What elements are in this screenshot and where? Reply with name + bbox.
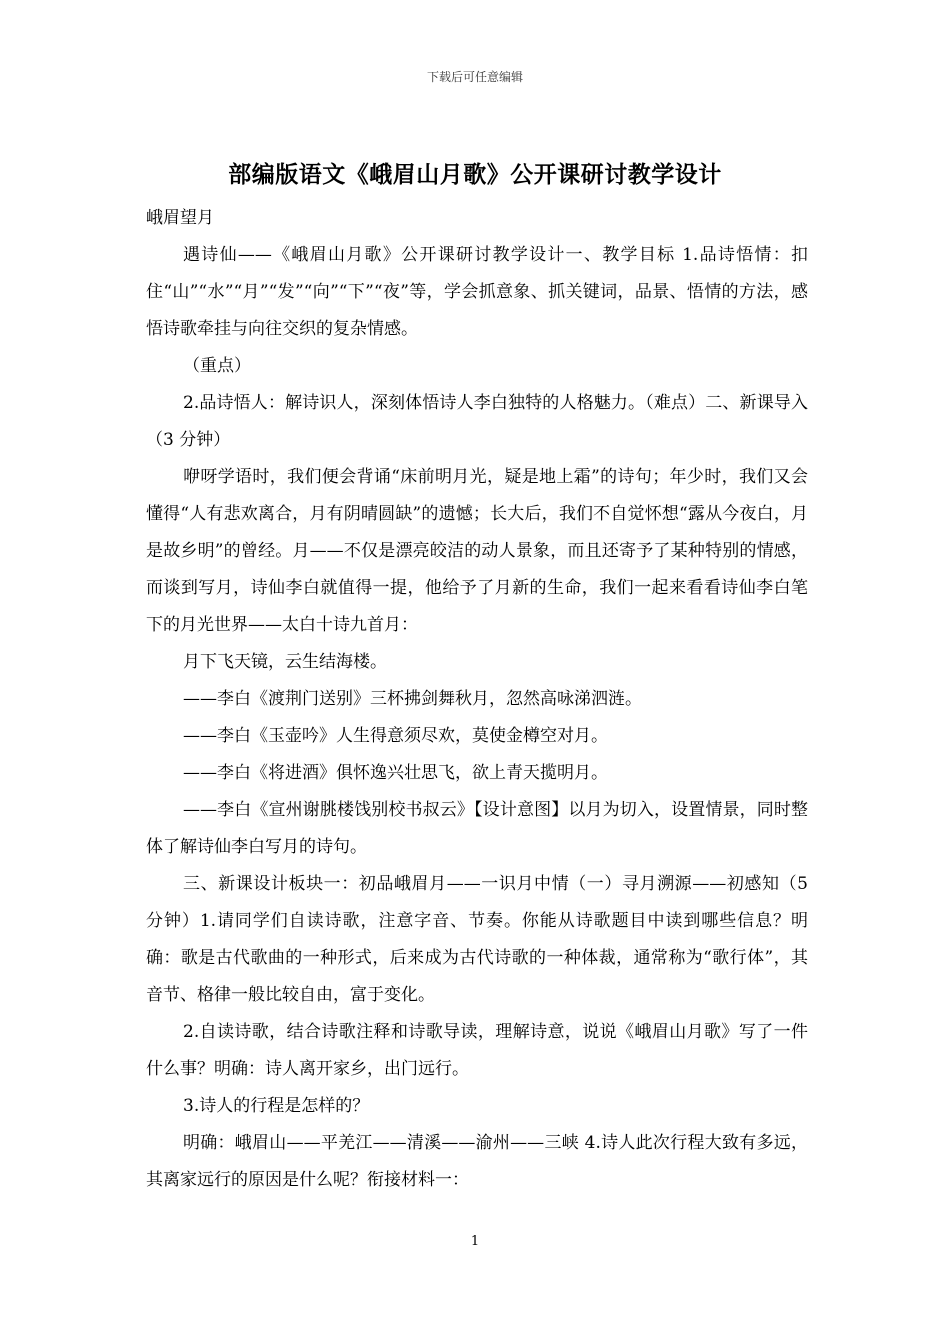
paragraph: ——李白《宣州谢朓楼饯别校书叔云》【设计意图】以月为切入，设置情景，同时整体了解诗仙李白写月的诗句。	[146, 800, 808, 857]
paragraph: 2.自读诗歌，结合诗歌注释和诗歌导读，理解诗意，说说《峨眉山月歌》写了一件什么事？明确：诗人离开家乡，出门远行。	[146, 1022, 808, 1079]
paragraph: 3.诗人的行程是怎样的？	[183, 1096, 370, 1116]
paragraph: 遇诗仙——《峨眉山月歌》公开课研讨教学设计一、教学目标 1.品诗悟情：扣住“山”“水”“月”“发”“向”“下”“夜”等，学会抓意象、抓关键词，品景、悟情的方法，感悟诗歌牵挂与向往交织的复杂情感。	[146, 245, 808, 339]
paragraph: 峨眉望月	[146, 208, 214, 228]
paragraph: 月下飞天镜，云生结海楼。	[183, 652, 387, 672]
paragraph: ——李白《渡荆门送别》三杯拂剑舞秋月，忽然高咏涕泗涟。	[183, 689, 642, 709]
paragraph: ——李白《将进酒》俱怀逸兴壮思飞，欲上青天揽明月。	[183, 763, 608, 783]
paragraph: 咿呀学语时，我们便会背诵“床前明月光，疑是地上霜”的诗句；年少时，我们又会懂得“人有悲欢离合，月有阴晴圆缺”的遗憾；长大后，我们不自觉怀想“露从今夜白，月是故乡明”的曾经。月——不仅是漂亮皎洁的动人景象，而且还寄予了某种特别的情感，而谈到写月，诗仙李白就值得一提，他给予了月新的生命，我们一起来看看诗仙李白笔下的月光世界——太白十诗九首月：	[146, 467, 808, 635]
page-header: 下载后可任意编辑	[426, 70, 523, 84]
document-body	[146, 200, 808, 1199]
paragraph: （重点）	[183, 356, 251, 376]
paragraph: 2.品诗悟人：解诗识人，深刻体悟诗人李白独特的人格魅力。（难点）二、新课导入（3 分钟）	[146, 393, 808, 450]
paragraph: ——李白《玉壶吟》人生得意须尽欢，莫使金樽空对月。	[183, 726, 608, 746]
page-number: 1	[470, 1234, 480, 1249]
paragraph: 三、新课设计板块一：初品峨眉月——一识月中情（一）寻月溯源——初感知（5 分钟）1.请同学们自读诗歌，注意字音、节奏。你能从诗歌题目中读到哪些信息？明确：歌是古代歌曲的一种形式，后来成为古代诗歌的一种体裁，通常称为“歌行体”，其音节、格律一般比较自由，富于变化。	[146, 874, 808, 1005]
paragraph: 明确：峨眉山——平羌江——清溪——渝州——三峡 4.诗人此次行程大致有多远，其离家远行的原因是什么呢？衔接材料一：	[146, 1133, 808, 1190]
document-title: 部编版语文《峨眉山月歌》公开课研讨教学设计	[228, 161, 722, 188]
